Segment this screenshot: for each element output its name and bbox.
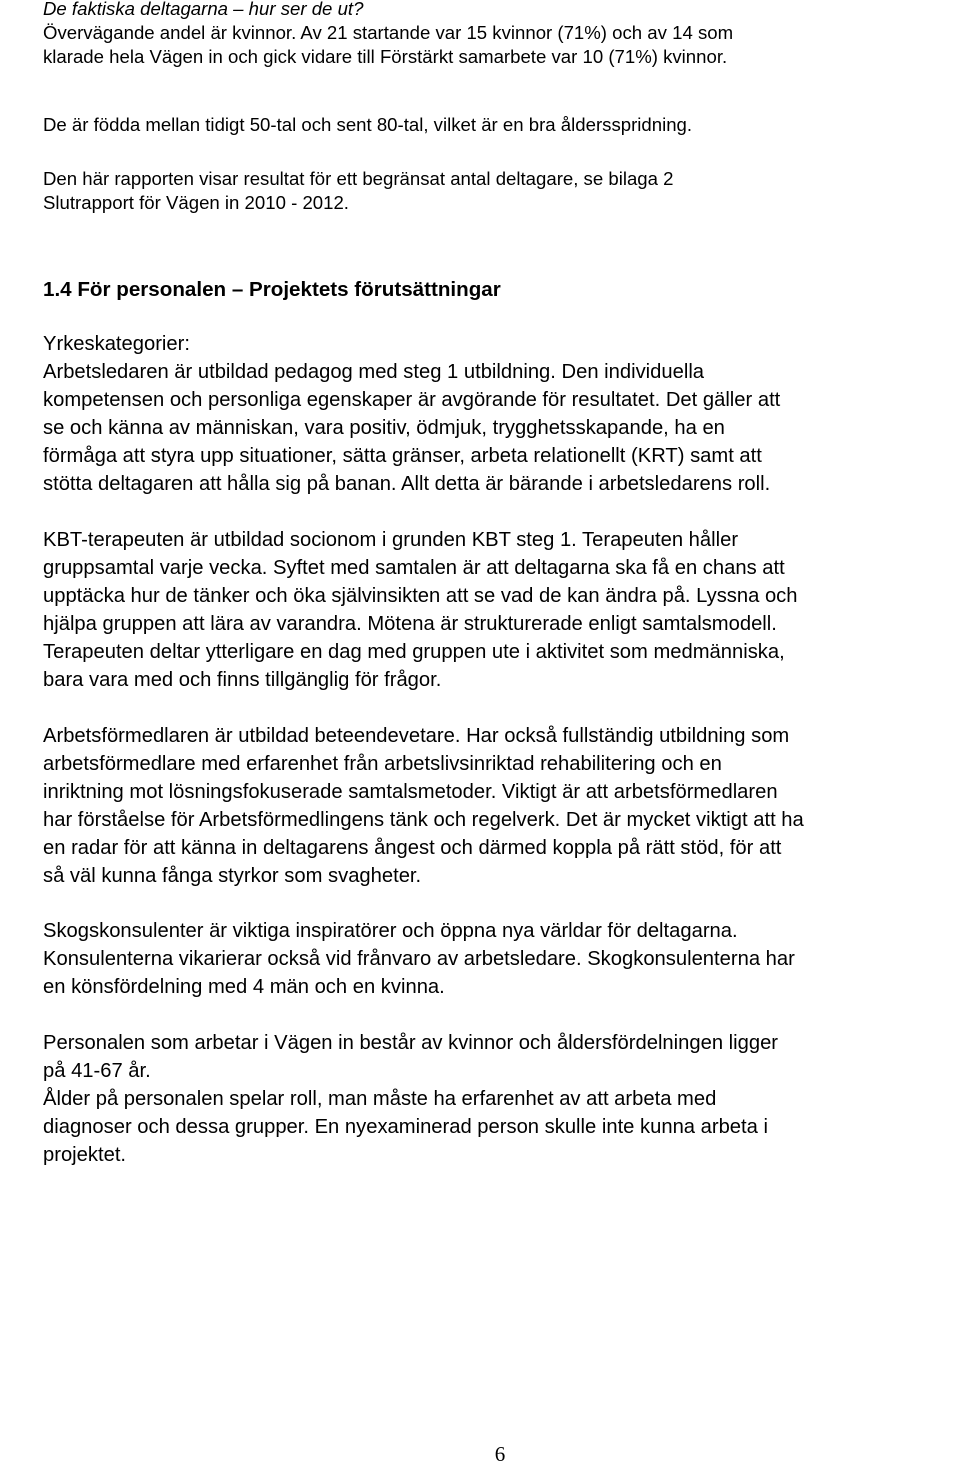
paragraph-arbetsformedlare [43,722,958,890]
paragraph-line: inriktning mot lösningsfokuserade samtalsmetoder. Viktigt är att arbetsförmedlaren [43,781,778,803]
paragraph-line: Arbetsförmedlaren är utbildad beteendevetare. Har också fullständig utbildning som [43,725,790,747]
report-line-1: Den här rapporten visar resultat för ett begränsat antal deltagare, se bilaga 2 [43,168,674,189]
paragraph-line: har förståelse för Arbetsförmedlingens tänk och regelverk. Det är mycket viktigt att ha [43,809,804,831]
paragraph-skogskonsulenter [43,917,958,1001]
paragraph-line: Personalen som arbetar i Vägen in består av kvinnor och åldersfördelningen ligger [43,1032,779,1054]
paragraph-line: arbetsförmedlare med erfarenhet från arbetslivsinriktad rehabilitering och en [43,753,722,775]
intro-question: De faktiska deltagarna – hur ser de ut? [43,0,364,19]
paragraph-line: Ålder på personalen spelar roll, man måste ha erfarenhet av att arbeta med [43,1088,717,1110]
majority-line-1: Övervägande andel är kvinnor. Av 21 startande var 15 kvinnor (71%) och av 14 som [43,22,734,43]
paragraph-line: KBT-terapeuten är utbildad socionom i grunden KBT steg 1. Terapeuten håller [43,529,739,551]
report-paragraph [43,167,958,215]
paragraph-line: Skogskonsulenter är viktiga inspiratörer och öppna nya världar för deltagarna. [43,920,738,942]
paragraph-line: kompetensen och personliga egenskaper är avgörande för resultatet. Det gäller att [43,389,781,411]
paragraph-line: projektet. [43,1144,127,1166]
paragraph-line: Yrkeskategorier: [43,333,190,355]
paragraph-personalen [43,1029,958,1169]
paragraph-line: stötta deltagaren att hålla sig på banan. Allt detta är bärande i arbetsledarens roll. [43,473,771,495]
born-line: De är födda mellan tidigt 50-tal och sent 80-tal, vilket är en bra åldersspridning. [43,114,693,135]
section-heading: 1.4 För personalen – Projektets förutsättningar [43,278,501,301]
report-line-2: Slutrapport för Vägen in 2010 - 2012. [43,192,349,213]
paragraph-line: så väl kunna fånga styrkor som svagheter. [43,865,422,887]
paragraph-line: upptäcka hur de tänker och öka självinsikten att se vad de kan ändra på. Lyssna och [43,585,798,607]
paragraph-line: Terapeuten deltar ytterligare en dag med gruppen ute i aktivitet som medmänniska, [43,641,785,663]
paragraph-line: bara vara med och finns tillgänglig för frågor. [43,669,442,691]
paragraph-line: förmåga att styra upp situationer, sätta gränser, arbeta relationellt (KRT) samt att [43,445,762,467]
paragraph-line: på 41-67 år. [43,1060,151,1082]
paragraph-kbt-terapeut [43,526,958,694]
born-paragraph [43,113,958,137]
majority-line-2: klarade hela Vägen in och gick vidare till Förstärkt samarbete var 10 (71%) kvinnor. [43,46,728,67]
paragraph-line: Arbetsledaren är utbildad pedagog med steg 1 utbildning. Den individuella [43,361,705,383]
paragraph-line: Konsulenterna vikarierar också vid frånvaro av arbetsledare. Skogkonsulenterna har [43,948,795,970]
paragraph-line: se och känna av människan, vara positiv, ödmjuk, trygghetsskapande, ha en [43,417,725,439]
intro-question-block [43,0,958,69]
paragraph-yrkeskategorier [43,330,958,498]
paragraph-line: hjälpa gruppen att lära av varandra. Mötena är strukturerade enligt samtalsmodell. [43,613,777,635]
paragraph-line: gruppsamtal varje vecka. Syftet med samtalen är att deltagarna ska få en chans att [43,557,785,579]
paragraph-line: diagnoser och dessa grupper. En nyexaminerad person skulle inte kunna arbeta i [43,1116,768,1138]
paragraph-line: en könsfördelning med 4 män och en kvinna. [43,976,445,998]
paragraph-line: en radar för att känna in deltagarens ångest och därmed koppla på rätt stöd, för att [43,837,782,859]
page-number: 6 [494,1442,506,1466]
